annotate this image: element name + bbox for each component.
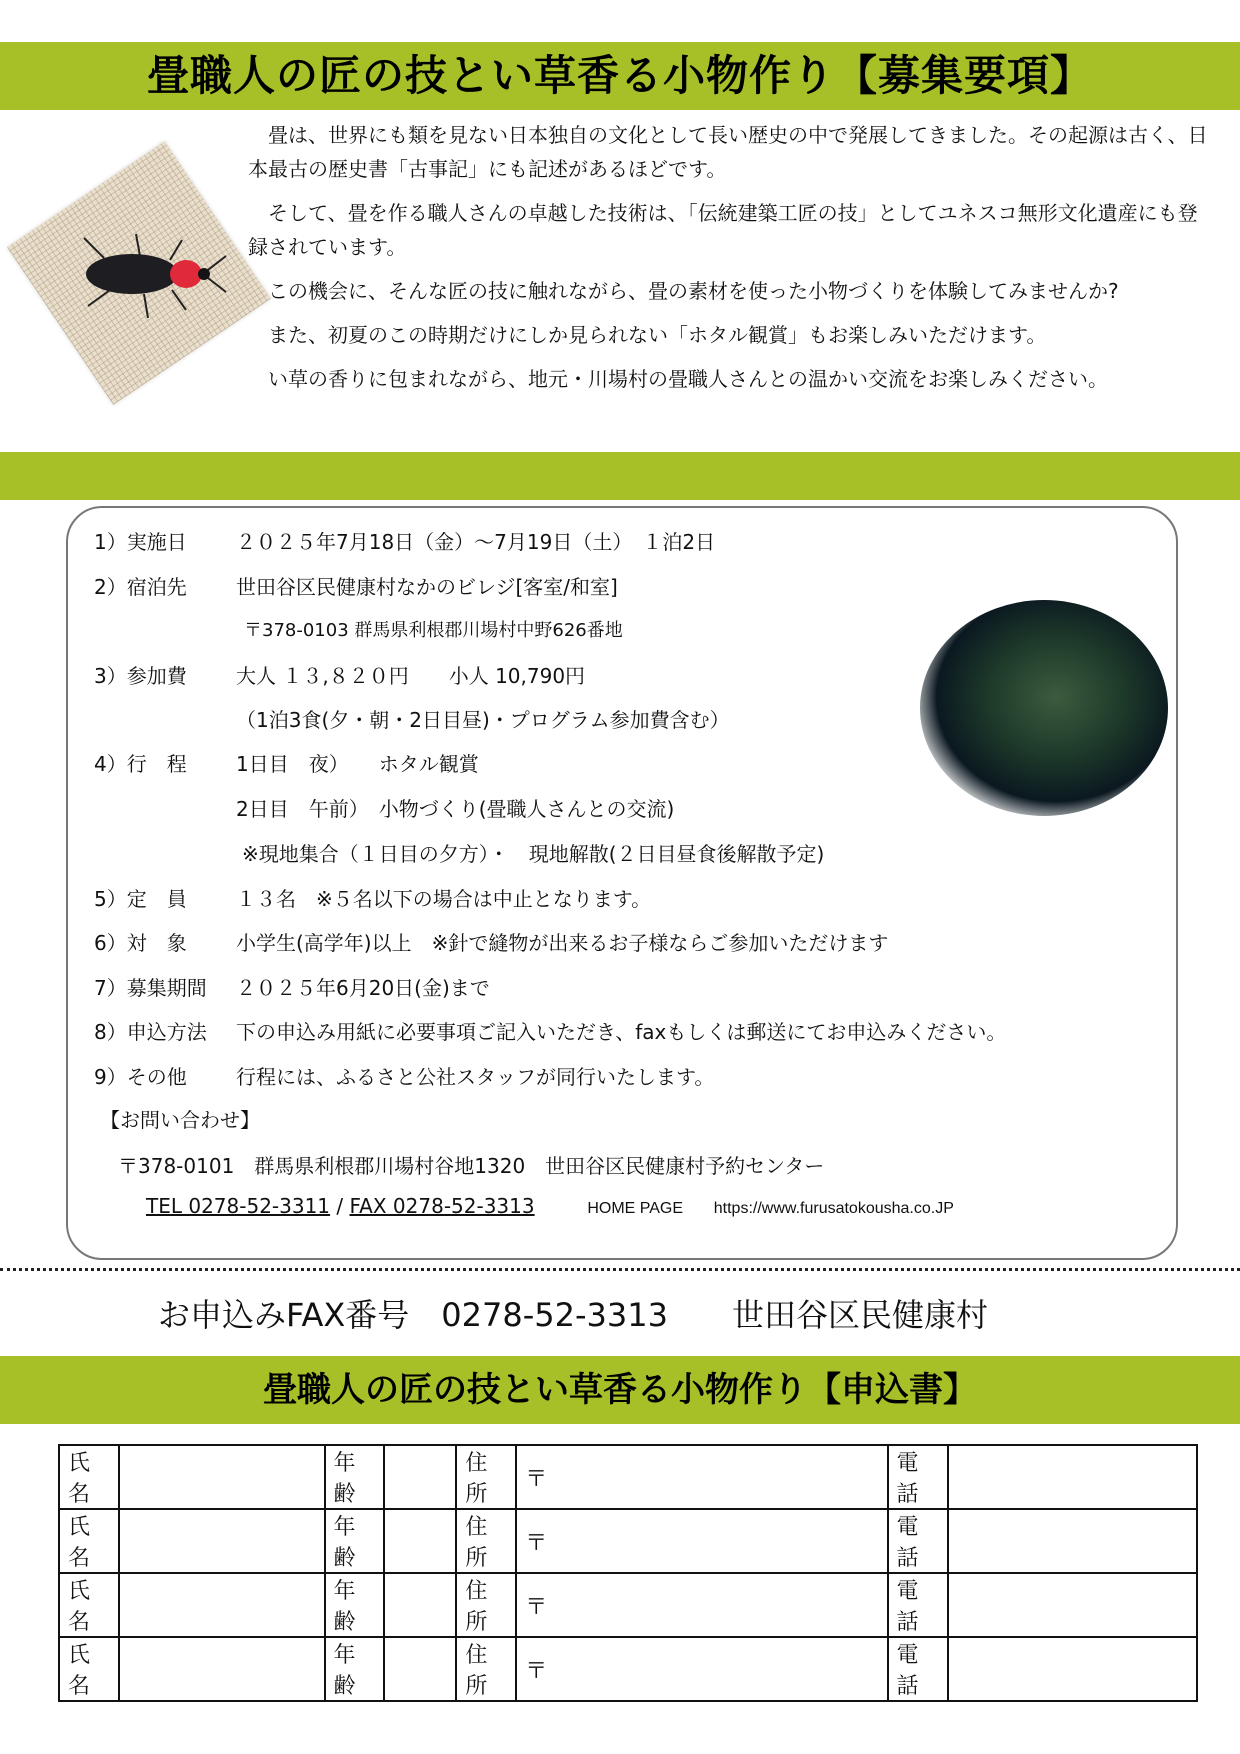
detail-schedule-day2: 2日目 午前） 小物づくり(畳職人さんとの交流) xyxy=(236,797,675,821)
table-row xyxy=(59,1445,1197,1509)
contact-separator: / xyxy=(336,1194,344,1218)
age-field[interactable] xyxy=(384,1445,456,1509)
phone-field[interactable] xyxy=(948,1509,1198,1573)
firefly-icon xyxy=(7,141,271,405)
intro-paragraph: 畳は、世界にも類を見ない日本独自の文化として長い歴史の中で発展してきました。その起源は古く、日本最古の歴史書「古事記」にも記述があるほどです。 xyxy=(248,123,1208,181)
name-label: 氏名 xyxy=(59,1445,119,1509)
table-row xyxy=(59,1573,1197,1637)
zip-mark: 〒 xyxy=(525,1658,548,1684)
detail-other: 9）その他 行程には、ふるさと公社スタッフが同行いたします。 xyxy=(94,1065,715,1089)
address-label: 住所 xyxy=(456,1573,516,1637)
address-label: 住所 xyxy=(456,1509,516,1573)
header-band xyxy=(0,42,1240,110)
detail-stay-address: 〒378-0103 群馬県利根郡川場村中野626番地 xyxy=(244,620,623,641)
phone-label: 電話 xyxy=(888,1509,948,1573)
homepage-link[interactable]: https://www.furusatokousha.co.JP xyxy=(713,1200,954,1217)
name-label: 氏名 xyxy=(59,1637,119,1701)
section-divider-band xyxy=(0,452,1240,500)
name-label: 氏名 xyxy=(59,1509,119,1573)
detail-method: 8）申込方法 下の申込み用紙に必要事項ご記入いただき、faxもしくは郵送にてお申込みください。 xyxy=(94,1020,1007,1044)
detail-date: 1）実施日 ２０２５年7月18日（金）～7月19日（土） １泊2日 xyxy=(94,530,716,554)
phone-label: 電話 xyxy=(888,1445,948,1509)
address-field[interactable] xyxy=(516,1573,887,1637)
contact-heading: 【お問い合わせ】 xyxy=(100,1108,260,1132)
fax-number-line: お申込みFAX番号 0278-52-3313 世田谷区民健康村 xyxy=(158,1296,988,1334)
detail-fee: 3）参加費 大人 １３,８２０円 小人 10,790円 xyxy=(94,664,586,688)
age-field[interactable] xyxy=(384,1637,456,1701)
intro-paragraph: そして、畳を作る職人さんの卓越した技術は、「伝統建築工匠の技」としてユネスコ無形文化遺産にも登録されています。 xyxy=(248,201,1198,259)
firefly-river-photo xyxy=(920,600,1168,816)
zip-mark: 〒 xyxy=(525,1466,548,1492)
contact-links xyxy=(146,1194,954,1218)
cut-line xyxy=(0,1268,1240,1271)
zip-mark: 〒 xyxy=(525,1594,548,1620)
address-field[interactable] xyxy=(516,1509,887,1573)
detail-period: 7）募集期間 ２０２５年6月20日(金)まで xyxy=(94,976,490,1000)
phone-field[interactable] xyxy=(948,1445,1198,1509)
address-field[interactable] xyxy=(516,1445,887,1509)
phone-field[interactable] xyxy=(948,1573,1198,1637)
detail-fee-note: （1泊3食(夕・朝・2日目昼)・プログラム参加費含む） xyxy=(236,708,730,732)
intro-text xyxy=(248,118,1214,406)
zip-mark: 〒 xyxy=(525,1530,548,1556)
age-field[interactable] xyxy=(384,1573,456,1637)
detail-target: 6）対 象 小学生(高学年)以上 ※針で縫物が出来るお子様ならご参加いただけます xyxy=(94,931,889,955)
homepage-label: HOME PAGE xyxy=(587,1200,684,1217)
firefly-photo xyxy=(7,141,271,405)
age-label: 年齢 xyxy=(325,1637,385,1701)
name-field[interactable] xyxy=(119,1509,325,1573)
contact-address: 〒378-0101 群馬県利根郡川場村谷地1320 世田谷区民健康村予約センター xyxy=(118,1154,825,1178)
phone-label: 電話 xyxy=(888,1637,948,1701)
name-field[interactable] xyxy=(119,1637,325,1701)
detail-schedule: 4）行 程 1日目 夜） ホタル観賞 xyxy=(94,752,479,776)
name-label: 氏名 xyxy=(59,1573,119,1637)
address-field[interactable] xyxy=(516,1637,887,1701)
intro-paragraph: い草の香りに包まれながら、地元・川場村の畳職人さんとの温かい交流をお楽しみください。 xyxy=(268,367,1108,391)
detail-capacity: 5）定 員 １３名 ※５名以下の場合は中止となります。 xyxy=(94,887,652,911)
intro-paragraph: また、初夏のこの時期だけにしか見られない「ホタル観賞」もお楽しみいただけます。 xyxy=(268,323,1047,347)
intro-paragraph: この機会に、そんな匠の技に触れながら、畳の素材を使った小物づくりを体験してみませんか? xyxy=(268,279,1119,303)
age-field[interactable] xyxy=(384,1509,456,1573)
name-field[interactable] xyxy=(119,1573,325,1637)
form-title: 畳職人の匠の技とい草香る小物作り【申込書】 xyxy=(263,1370,977,1410)
detail-stay: 2）宿泊先 世田谷区民健康村なかのビレジ[客室/和室] xyxy=(94,575,618,599)
table-row xyxy=(59,1509,1197,1573)
phone-label: 電話 xyxy=(888,1573,948,1637)
tel-link[interactable]: TEL 0278-52-3311 xyxy=(146,1194,331,1218)
age-label: 年齢 xyxy=(325,1509,385,1573)
table-row xyxy=(59,1637,1197,1701)
application-form xyxy=(58,1444,1198,1702)
page-title: 畳職人の匠の技とい草香る小物作り【募集要項】 xyxy=(146,51,1093,100)
age-label: 年齢 xyxy=(325,1445,385,1509)
age-label: 年齢 xyxy=(325,1573,385,1637)
detail-schedule-note: ※現地集合（１日目の夕方）・ 現地解散(２日目昼食後解散予定) xyxy=(242,842,825,866)
phone-field[interactable] xyxy=(948,1637,1198,1701)
name-field[interactable] xyxy=(119,1445,325,1509)
address-label: 住所 xyxy=(456,1445,516,1509)
form-title-band xyxy=(0,1356,1240,1424)
fax-link[interactable]: FAX 0278-52-3313 xyxy=(349,1194,535,1218)
address-label: 住所 xyxy=(456,1637,516,1701)
